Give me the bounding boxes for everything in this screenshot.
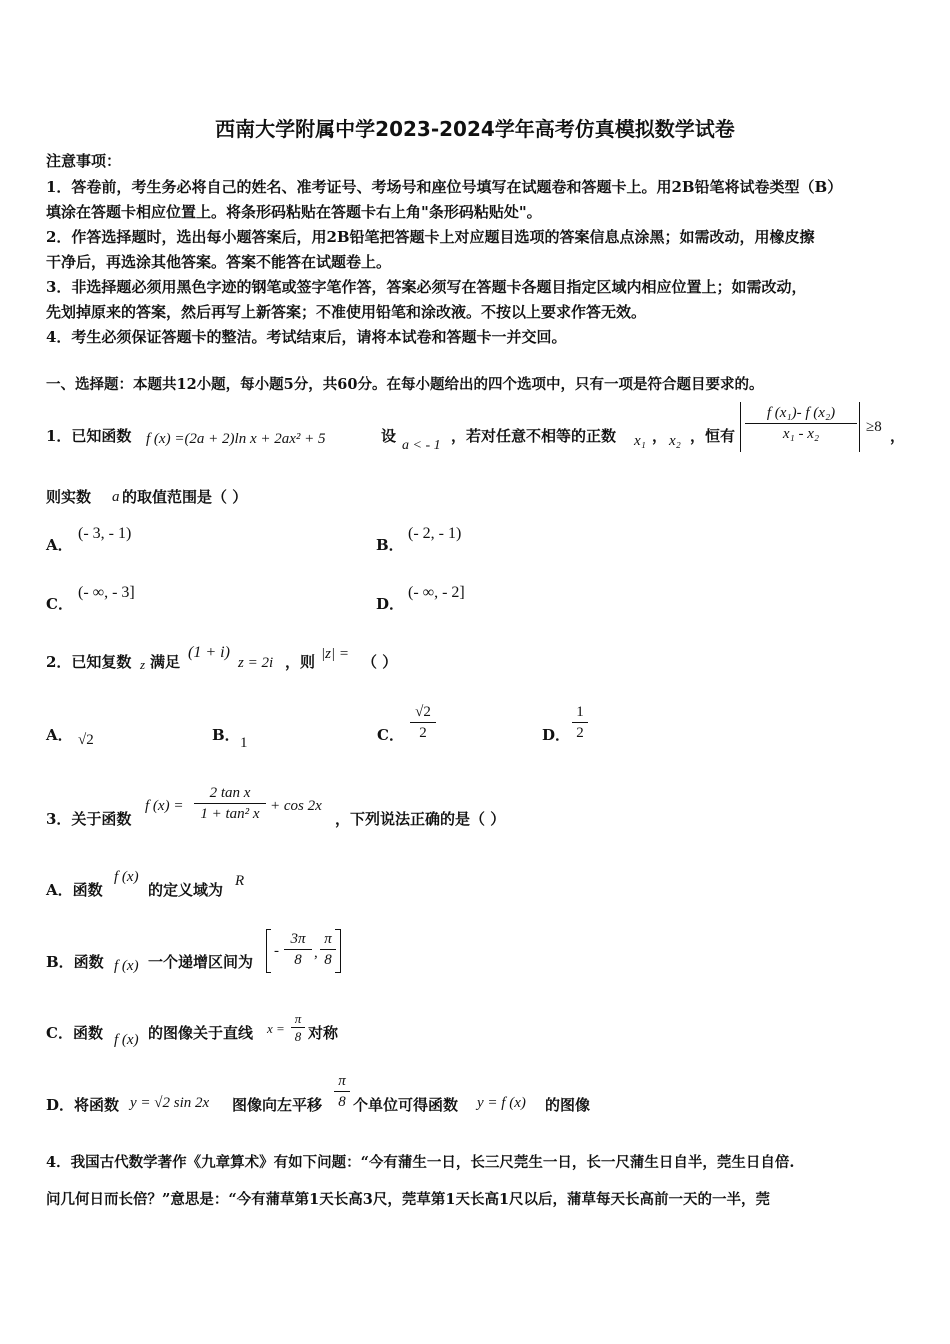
q1-frac-num: f (x₁)- f (x₂) [766, 405, 836, 421]
q3-b-comma: , [314, 945, 318, 961]
q3-d-text2: 个单位可得函数 [353, 1096, 459, 1114]
notice-heading: 注意事项： [46, 152, 122, 170]
q1-mid1: 设 [381, 427, 397, 445]
q1-option-a-value: (- 3, - 1) [78, 525, 132, 542]
frac-bar [320, 949, 336, 950]
q1-option-c-value: (- ∞, - 3] [78, 584, 135, 601]
q2-prefix: 2．已知复数 [46, 653, 132, 671]
frac-bar [291, 1027, 305, 1028]
notice-line: 先划掉原来的答案，然后再写上新答案；不准使用铅笔和涂改液。不按以上要求作答无效。 [46, 303, 647, 321]
frac-den: 8 [294, 952, 302, 968]
q1-prefix: 1．已知函数 [46, 427, 132, 445]
q1-line2b: 的取值范围是（ ） [122, 488, 248, 506]
bracket-left [266, 929, 267, 973]
q1-function: f (x) =(2a + 2)ln x + 2ax² + 5 [146, 431, 326, 447]
bracket-left-top [266, 929, 271, 930]
frac-num: 1 [576, 704, 584, 720]
q1-fraction [745, 404, 857, 443]
q2-option-d-value [572, 703, 588, 742]
abs-bar-left [740, 402, 741, 452]
q2-option-a-label[interactable]: A． [46, 726, 73, 744]
q1-option-b-value: (- 2, - 1) [408, 525, 462, 542]
q3-c-text: 的图像关于直线 [148, 1024, 254, 1042]
q3-b-text: 一个递增区间为 [148, 953, 254, 971]
q3-d-frac [334, 1072, 350, 1111]
q2-abs: |z| = [321, 646, 349, 662]
frac-num: π [324, 931, 332, 947]
q3-d-end: 的图像 [545, 1096, 591, 1114]
section-heading: 一、选择题：本题共12小题，每小题5分，共60分。在每小题给出的四个选项中，只有一项是符合题目要求的。 [46, 376, 764, 393]
q2-option-c-label[interactable]: C． [377, 726, 404, 744]
q3-c-func: f (x) [114, 1032, 139, 1048]
q2-z: z [140, 657, 146, 672]
q1-frac-den: x₁ - x₂ [782, 426, 820, 442]
page-title: 西南大学附属中学2023-2024学年高考仿真模拟数学试卷 [215, 117, 735, 141]
q4-line1: 4．我国古代数学著作《九章算术》有如下问题：“今有蒲生一日，长三尺莞生一日，长一尺蒲生日自半，莞生日自倍. [46, 1154, 795, 1171]
q1-end: ， [890, 427, 906, 445]
q1-option-c-label[interactable]: C． [46, 595, 73, 613]
notice-line: 2．作答选择题时，选出每小题答案后，用2B铅笔把答题卡上对应题目选项的答案信息点涂黑；如需改动，用橡皮擦 [46, 228, 815, 246]
notice-line: 3．非选择题必须用黑色字迹的钢笔或签字笔作答，答案必须写在答题卡各题目指定区域内相应位置上；如需改动， [46, 278, 807, 296]
frac-num: 3π [290, 931, 306, 947]
q3-prefix: 3．关于函数 [46, 810, 132, 828]
frac-den: 8 [294, 1029, 302, 1044]
bracket-right [340, 929, 341, 973]
q1-option-d-value: (- ∞, - 2] [408, 584, 465, 601]
frac-num: 2 tan x [209, 785, 251, 801]
q1-option-a-label[interactable]: A． [46, 536, 73, 554]
bracket-left-bottom [266, 972, 271, 973]
q2-mid: 满足 [150, 653, 181, 671]
q3-option-b-label[interactable]: B．函数 [46, 953, 104, 971]
frac-num: π [338, 1073, 346, 1089]
q2-eq1: (1 + i) [188, 644, 230, 661]
q2-option-b-label[interactable]: B． [212, 726, 240, 744]
frac-num: √2 [415, 704, 431, 720]
q3-option-d-label[interactable]: D．将函数 [46, 1096, 120, 1114]
q3-lhs: f (x) = [145, 798, 184, 814]
q3-a-text: 的定义域为 [148, 881, 224, 899]
frac-den: 2 [576, 725, 584, 741]
q1-var: a [112, 489, 120, 505]
notice-line: 4．考生必须保证答题卡的整洁。考试结束后，请将本试卷和答题卡一并交回。 [46, 328, 567, 346]
frac-den: 8 [324, 952, 332, 968]
q3-option-c-label[interactable]: C．函数 [46, 1024, 103, 1042]
q3-a-r: R [235, 873, 245, 889]
q3-b-frac1 [284, 930, 312, 969]
bracket-right-bottom [335, 972, 340, 973]
q3-a-func: f (x) [114, 869, 139, 885]
q1-inequality: ≥8 [866, 419, 882, 435]
abs-bar-right [859, 402, 860, 452]
q3-d-y: y = √2 sin 2x [130, 1095, 210, 1111]
q4-line2: 问几何日而长倍？”意思是：“今有蒲草第1天长高3尺，莞草第1天长高1尺以后，蒲草每天长高前一天的一半，莞 [46, 1191, 771, 1208]
q3-option-a-label[interactable]: A．函数 [46, 881, 103, 899]
q3-b-minus: - [274, 943, 279, 959]
frac-bar [284, 949, 312, 950]
frac-bar [334, 1091, 350, 1092]
q3-end: ，下列说法正确的是（ ） [335, 810, 506, 828]
frac-bar [194, 803, 266, 804]
notice-line: 1．答卷前，考生务必将自己的姓名、准考证号、考场号和座位号填写在试题卷和答题卡上。用2B铅笔将试卷类型（B） [46, 178, 843, 196]
q1-condition: a < - 1 [402, 438, 441, 453]
notice-line: 填涂在答题卡相应位置上。将条形码粘贴在答题卡右上角"条形码粘贴处"。 [46, 203, 542, 221]
q2-end: （ ） [362, 653, 398, 671]
q2-eq2: z = 2i [238, 655, 274, 671]
q3-d-text: 图像向左平移 [232, 1096, 323, 1114]
frac-num: π [294, 1011, 302, 1026]
frac-den: 2 [419, 725, 427, 741]
q3-d-y2: y = f (x) [477, 1095, 526, 1111]
frac-bar [572, 722, 588, 723]
q1-option-b-label[interactable]: B． [376, 536, 404, 554]
q3-c-frac [291, 1011, 305, 1044]
q1-x2: x₂ [669, 433, 681, 449]
q3-c-end: 对称 [308, 1024, 339, 1042]
q3-c-xeq: x = [267, 1021, 285, 1036]
bracket-right-top [335, 929, 340, 930]
q3-fraction [194, 784, 266, 823]
q3-b-frac2 [320, 930, 336, 969]
q1-x1: x₁ [634, 433, 646, 449]
q1-mid2: ，若对任意不相等的正数 [451, 427, 617, 445]
q3-rhs: + cos 2x [270, 798, 322, 814]
q3-b-func: f (x) [114, 958, 139, 974]
frac-bar [410, 722, 436, 723]
q1-option-d-label[interactable]: D． [376, 595, 405, 613]
q2-option-d-label[interactable]: D． [542, 726, 571, 744]
frac-den: 8 [338, 1094, 346, 1110]
q2-option-a-value: √2 [78, 732, 94, 748]
q2-option-b-value: 1 [240, 735, 248, 751]
q1-sep: ， [652, 427, 668, 445]
q2-mid2: ，则 [285, 653, 316, 671]
q1-line2: 则实数 [46, 488, 92, 506]
frac-bar [745, 423, 857, 424]
q1-mid3: ，恒有 [690, 427, 736, 445]
q2-option-c-value [410, 703, 436, 742]
frac-den: 1 + tan² x [200, 806, 260, 822]
notice-line: 干净后，再选涂其他答案。答案不能答在试题卷上。 [46, 253, 392, 271]
